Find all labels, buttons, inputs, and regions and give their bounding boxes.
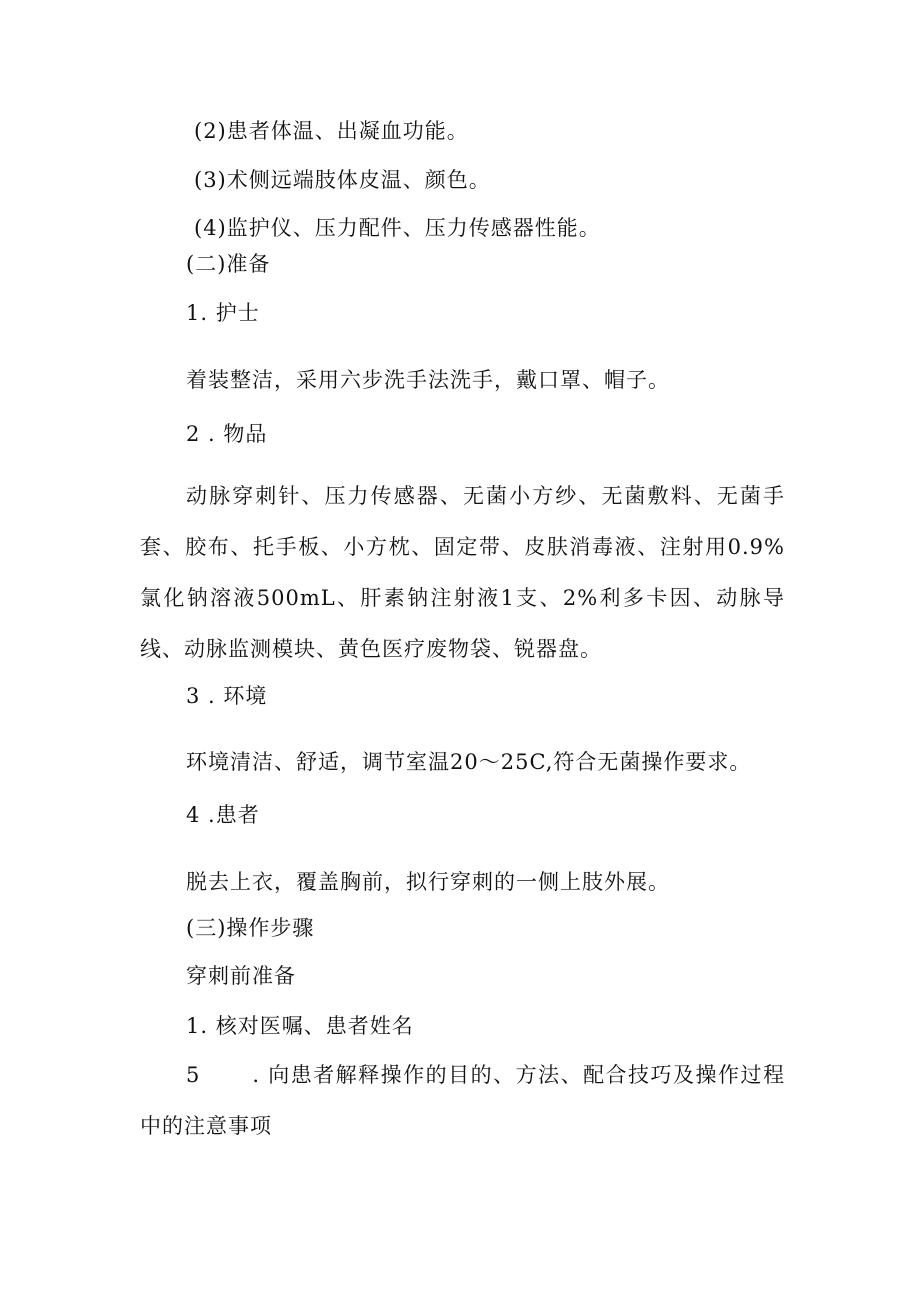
check-item-2: (2)患者体温、出凝血功能。 <box>194 119 469 143</box>
nurse-paragraph: 着装整洁，采用六步洗手法洗手，戴口罩、帽子。 <box>186 368 670 392</box>
subheading-patient: 4 .患者 <box>186 803 260 827</box>
section-heading-preparation: (二)准备 <box>186 252 271 276</box>
pre-puncture-title: 穿刺前准备 <box>186 964 296 988</box>
items-paragraph: 动脉穿刺针、压力传感器、无菌小方纱、无菌敷料、无菌手套、胶布、托手板、小方枕、固定带、皮肤消毒液、注射用0.9%氯化钠溶液500mL、肝素钠注射液1支、2%利多卡因、动脉导线、动脉监测模块、黄色医疗废物袋、锐器盘。 <box>140 484 785 661</box>
check-item-3: (3)术侧远端肢体皮温、颜色。 <box>194 168 491 192</box>
step-5-number: 5 <box>186 1063 201 1087</box>
step-1: 1. 核对医嘱、患者姓名 <box>186 1014 414 1038</box>
environment-paragraph: 环境清洁、舒适，调节室温20～25C,符合无菌操作要求。 <box>186 750 752 774</box>
section-heading-steps: (三)操作步骤 <box>186 916 315 940</box>
step-5-text: . 向患者解释操作的目的、方法、配合技巧及操作过程中的注意事项 <box>140 1063 785 1138</box>
subheading-items: 2 . 物品 <box>186 422 268 446</box>
subheading-environment: 3 . 环境 <box>186 684 268 708</box>
step-5-paragraph <box>140 1050 785 1152</box>
patient-paragraph: 脱去上衣，覆盖胸前，拟行穿刺的一侧上肢外展。 <box>186 870 670 894</box>
check-item-4: (4)监护仪、压力配件、压力传感器性能。 <box>194 216 601 240</box>
subheading-nurse: 1. 护士 <box>186 301 260 325</box>
